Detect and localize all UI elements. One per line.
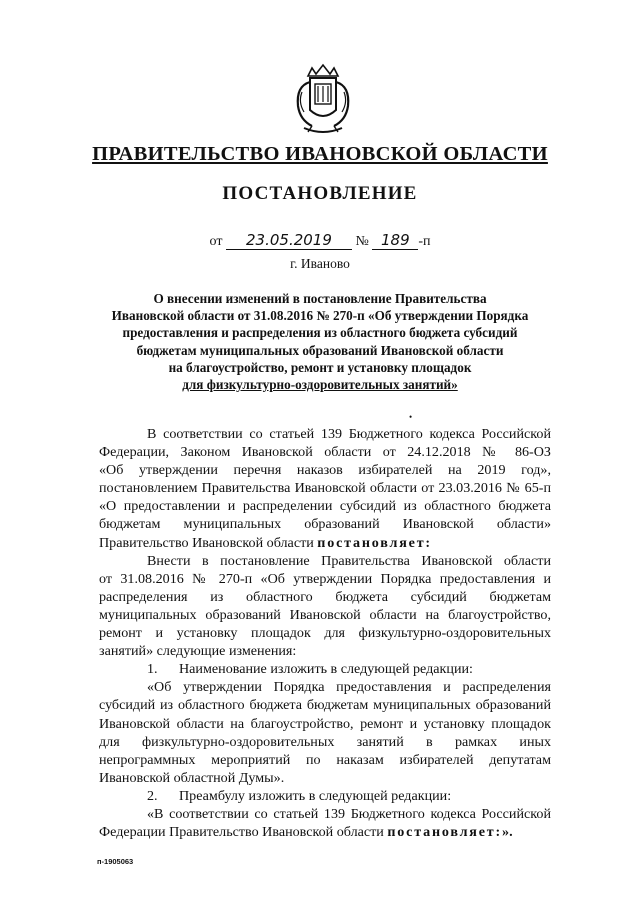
item-text: Преамбулу изложить в следующей редакции:	[179, 787, 452, 804]
item-text: Наименование изложить в следующей редакции:	[179, 661, 473, 678]
subject-line: О внесении изменений в постановление Правительства	[153, 291, 487, 306]
subject-line: бюджетам муниципальных образований Ивановской области	[136, 342, 504, 358]
handwritten-date: 23.05.2019	[226, 232, 352, 250]
number-suffix: -п	[418, 234, 431, 249]
date-number-line	[0, 232, 640, 250]
body-line: В соответствии со статьей 139 Бюджетного кодекса Российской	[147, 426, 551, 442]
quote-line	[99, 823, 551, 841]
city-name: г. Иваново	[290, 256, 350, 271]
document-body	[99, 425, 551, 841]
body-line: ремонт и установку площадок для физкультурно-оздоровительных	[99, 625, 551, 642]
body-line: от 31.08.2016 № 270-п «Об утверждении Порядка предоставления и	[99, 570, 551, 587]
quote-end: ».	[502, 824, 513, 841]
quote-line: субсидий из областного бюджета бюджетам муниципальных образований	[99, 697, 551, 714]
body-line: Внести в постановление Правительства Ивановской области	[147, 552, 551, 569]
government-title: ПРАВИТЕЛЬСТВО ИВАНОВСКОЙ ОБЛАСТИ	[92, 143, 548, 165]
body-line: постановлением Правительства Ивановской области от 23.03.2016 № 65-п	[99, 480, 551, 497]
subject-line: для физкультурно-оздоровительных занятий»	[182, 377, 458, 393]
quote-line: Ивановской области на благоустройство, ремонт и установку площадок	[99, 715, 551, 732]
list-item-1	[99, 660, 551, 678]
body-line: муниципальных образований Ивановской области на благоустройство,	[99, 606, 551, 623]
body-line: «Об утверждении перечня наказов избирателей на 2019 год»,	[99, 462, 551, 479]
item-number: 1.	[147, 661, 158, 678]
number-sign: №	[355, 234, 369, 249]
item-number: 2.	[147, 787, 158, 804]
body-line: бюджетам муниципальных образований Ивановской области»	[99, 516, 551, 533]
subject-line: предоставления и распределения из областного бюджета субсидий	[122, 325, 518, 341]
body-line: Федерации, Законом Ивановской области от 24.12.2018 № 86-ОЗ	[99, 444, 551, 461]
decree-word: постановляет:	[387, 824, 503, 841]
date-prefix: от	[209, 234, 223, 249]
quote-line: для физкультурно-оздоровительных занятий в рамках иных	[99, 733, 551, 750]
document-code: п-1905063	[97, 857, 134, 866]
body-line: «О предоставлении и распределении субсидий из областного бюджета	[99, 498, 551, 515]
coat-of-arms-emblem	[290, 62, 356, 134]
body-line	[99, 534, 551, 552]
stray-mark: •	[409, 412, 413, 422]
decree-word: постановляет:	[317, 534, 432, 551]
list-item-2	[99, 787, 551, 805]
quote-text: Федерации Правительство Ивановской области	[99, 824, 388, 841]
quote-line: Ивановской областной Думы».	[99, 769, 285, 786]
body-text: Правительство Ивановской области	[99, 534, 318, 551]
document-subject	[95, 290, 545, 393]
document-type-title: ПОСТАНОВЛЕНИЕ	[222, 183, 418, 204]
body-line: занятий» следующие изменения:	[99, 643, 297, 660]
quote-line: «В соответствии со статьей 139 Бюджетного кодекса Российской	[147, 805, 551, 822]
quote-line: непрограммных мероприятий по наказам избирателей депутатам	[99, 751, 551, 768]
subject-line: Ивановской области от 31.08.2016 № 270-п «Об утверждении Порядка	[111, 308, 529, 324]
subject-line: на благоустройство, ремонт и установку площадок	[168, 359, 472, 375]
quote-line: «Об утверждении Порядка предоставления и распределения	[147, 679, 551, 696]
body-line: распределения из областного бюджета субсидий бюджетам	[99, 588, 551, 605]
handwritten-number: 189	[372, 232, 418, 250]
